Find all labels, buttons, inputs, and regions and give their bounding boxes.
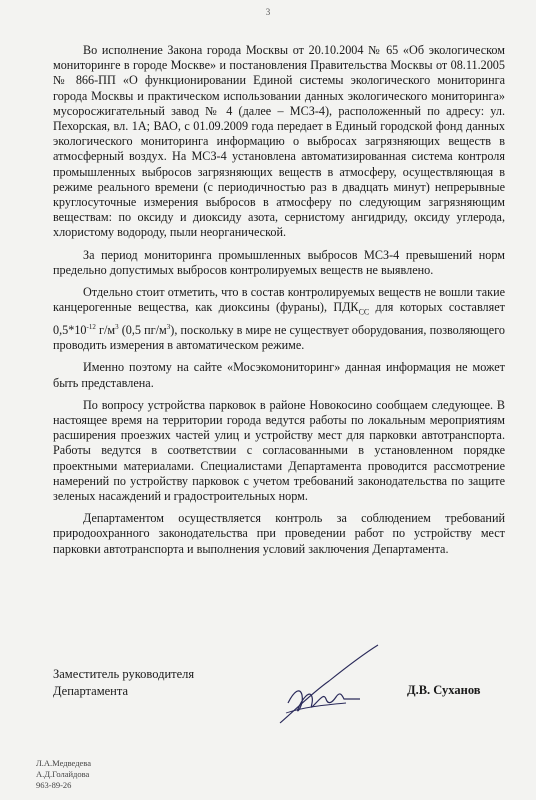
paragraph-website: Именно поэтому на сайте «Мосэкомониторинг» данная информация не может быть представлена.	[53, 360, 505, 390]
paragraph-dioxins: Отдельно стоит отметить, что в состав контролируемых веществ не вошли такие канцерогенные вещества, как диоксины (фураны), $ПДК_{СС}$ для которых составляет $0,5*10^{-12}$ $г/м^3$ (0,5 $пг/м^3$), поскольку в мире не существует оборудования, позволяющего проводить измерения в автоматическом режиме.	[53, 285, 505, 353]
executor-2: А.Д.Голайдова	[36, 769, 90, 779]
signatory-name: Д.В. Суханов	[407, 683, 481, 697]
paragraph-parking: По вопросу устройства парковок в районе Новокосино сообщаем следующее. В настоящее время на территории города ведутся работы по локальным мероприятиям расширения проезжих частей улиц и устройству мест для парковки автотранспорта. Работы ведутся в соответствии с согласованными в установленном порядке проектными материалами. Специалистами Департамента проводится рассмотрение намерений по устройству парковок с учетом требований законодательства по защите зеленых насаждений и градостроительных норм.	[53, 397, 505, 503]
paragraph-control: Департаментом осуществляется контроль за соблюдением требований природоохранного законодательства при проведении работ по устройству мест парковки автотранспорта и выполнения условий заключения Департамента.	[53, 511, 505, 556]
paragraph-no-exceedances: За период мониторинга промышленных выбросов МСЗ-4 превышений норм предельно допустимых выбросов контролируемых веществ не выявлено.	[53, 247, 505, 277]
signatory-title	[53, 666, 194, 700]
page-number: 3	[265, 7, 271, 17]
signatory-title-line1: Заместитель руководителя	[53, 667, 195, 681]
letter-body	[53, 43, 505, 557]
signatory-title-line2: Департамента	[53, 684, 129, 698]
executors-block	[36, 758, 91, 791]
executor-1: Л.А.Медведева	[36, 758, 91, 768]
paragraph-monitoring: Во исполнение Закона города Москвы от 20.10.2004 № 65 «Об экологическом мониторинге в городе Москве» и постановления Правительства Москвы от 08.11.2005 № 866-ПП «О функционировании Единой системы экологического мониторинга города Москвы и практическом использовании данных экологического мониторинга» мусоросжигательный завод № 4 (далее – МСЗ-4), расположенный по адресу: ул. Пехорская, вл. 1А; ВАО, с 01.09.2009 года передает в Единый городской фонд данных экологического мониторинга информацию о выбросах загрязняющих веществ в атмосферный воздух. На МСЗ-4 установлена автоматизированная система контроля промышленных выбросов загрязняющих веществ в атмосферу, осуществляющая в режиме реального времени (с периодичностью раз в двадцать минут) непрерывные круглосуточные измерения выбросов в атмосферу по следующим загрязняющим веществам: по оксиду и диоксиду азота, сернистому ангидриду, оксиду углерода, хлористому водороду, пыли неорганической.	[53, 43, 505, 240]
executor-phone: 963-89-26	[36, 780, 72, 790]
handwritten-signature	[274, 641, 384, 733]
